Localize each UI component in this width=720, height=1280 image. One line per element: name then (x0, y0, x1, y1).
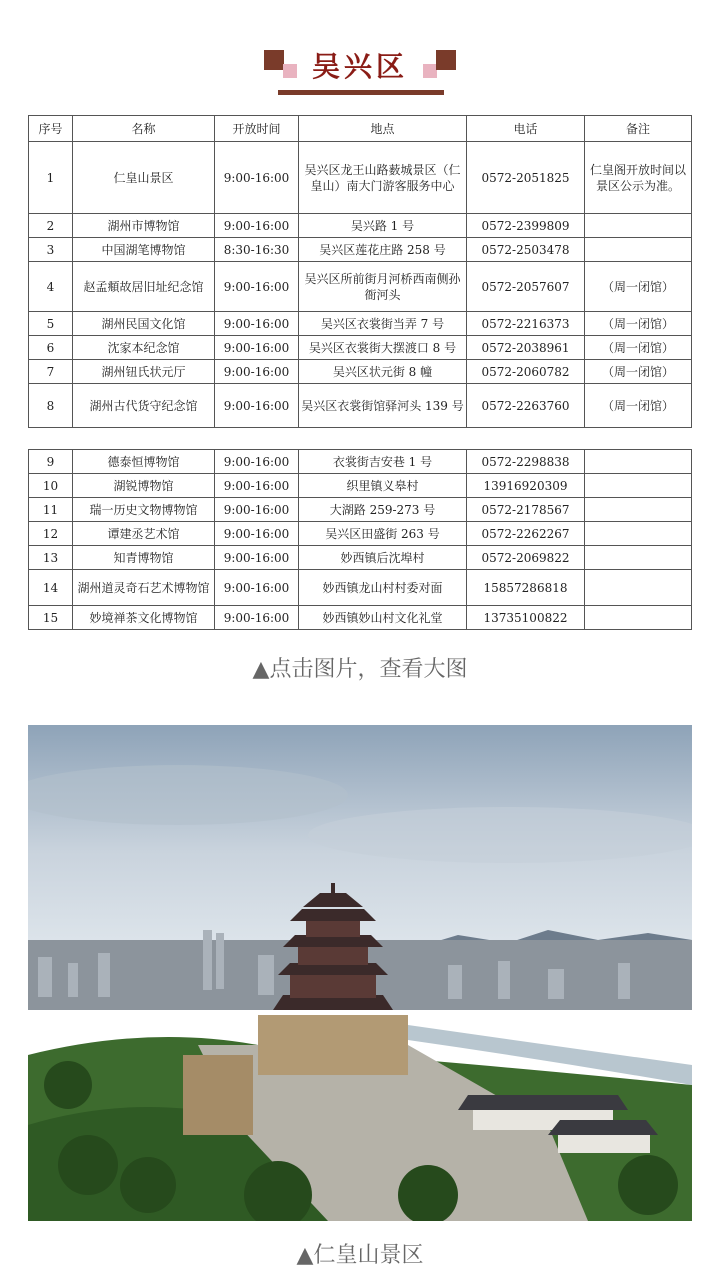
opening-hours: 9:00-16:00 (215, 360, 299, 384)
table-row (29, 570, 692, 606)
venue-phone: 0572-2262267 (467, 522, 585, 546)
opening-hours: 9:00-16:00 (215, 336, 299, 360)
venue-note (585, 450, 692, 474)
row-number: 8 (29, 384, 73, 428)
section-title: 吴兴区 (311, 50, 408, 83)
opening-hours: 9:00-16:00 (215, 384, 299, 428)
venue-note: （周一闭馆） (585, 262, 692, 312)
venue-name: 仁皇山景区 (73, 142, 215, 214)
venue-note (585, 522, 692, 546)
venue-address: 吴兴路 1 号 (299, 214, 467, 238)
venue-phone: 0572-2263760 (467, 384, 585, 428)
venue-address: 吴兴区衣裳街馆驿河头 139 号 (299, 384, 467, 428)
venue-name: 沈家本纪念馆 (73, 336, 215, 360)
venue-note (585, 474, 692, 498)
photo-caption: ▲仁皇山景区 (296, 1243, 424, 1268)
venue-note: （周一闭馆） (585, 384, 692, 428)
venue-note (585, 238, 692, 262)
venue-table-part1 (28, 115, 692, 428)
venue-phone: 15857286818 (467, 570, 585, 606)
row-number: 5 (29, 312, 73, 336)
opening-hours: 9:00-16:00 (215, 522, 299, 546)
venue-name: 知青博物馆 (73, 546, 215, 570)
row-number: 12 (29, 522, 73, 546)
table-row (29, 360, 692, 384)
venue-note (585, 498, 692, 522)
venue-name: 湖锐博物馆 (73, 474, 215, 498)
row-number: 13 (29, 546, 73, 570)
venue-address: 吴兴区田盛街 263 号 (299, 522, 467, 546)
row-number: 2 (29, 214, 73, 238)
table-header-row (29, 116, 692, 142)
venue-phone: 13916920309 (467, 474, 585, 498)
venue-note (585, 214, 692, 238)
venue-name: 瑞一历史文物博物馆 (73, 498, 215, 522)
table-row (29, 474, 692, 498)
title-underline (278, 90, 444, 95)
table-row (29, 606, 692, 630)
opening-hours: 9:00-16:00 (215, 214, 299, 238)
venue-phone: 0572-2178567 (467, 498, 585, 522)
row-number: 6 (29, 336, 73, 360)
decor-square-dark (436, 50, 456, 70)
row-number: 7 (29, 360, 73, 384)
venue-note: （周一闭馆） (585, 360, 692, 384)
row-number: 9 (29, 450, 73, 474)
renhuang-mountain-photo[interactable] (28, 725, 692, 1221)
venue-name: 谭建丞艺术馆 (73, 522, 215, 546)
header-cell: 地点 (299, 116, 467, 142)
table-row (29, 498, 692, 522)
venue-note: （周一闭馆） (585, 336, 692, 360)
venue-name: 中国湖笔博物馆 (73, 238, 215, 262)
opening-hours: 9:00-16:00 (215, 606, 299, 630)
venue-phone: 0572-2503478 (467, 238, 585, 262)
table-row (29, 546, 692, 570)
venue-address: 大湖路 259-273 号 (299, 498, 467, 522)
table-row (29, 522, 692, 546)
table-row (29, 214, 692, 238)
table-row (29, 142, 692, 214)
venue-address: 妙西镇后沈埠村 (299, 546, 467, 570)
venue-phone: 0572-2060782 (467, 360, 585, 384)
header-cell: 开放时间 (215, 116, 299, 142)
venue-note (585, 570, 692, 606)
table-row (29, 450, 692, 474)
venue-name: 湖州道灵奇石艺术博物馆 (73, 570, 215, 606)
venue-address: 妙西镇龙山村村委对面 (299, 570, 467, 606)
header-cell: 名称 (73, 116, 215, 142)
venue-table-part2 (28, 449, 692, 630)
row-number: 11 (29, 498, 73, 522)
opening-hours: 9:00-16:00 (215, 498, 299, 522)
header-cell: 备注 (585, 116, 692, 142)
section-header (0, 0, 720, 110)
decor-square-dark (264, 50, 284, 70)
venue-note: （周一闭馆） (585, 312, 692, 336)
venue-name: 湖州民国文化馆 (73, 312, 215, 336)
venue-name: 湖州钮氏状元厅 (73, 360, 215, 384)
venue-name: 湖州古代货守纪念馆 (73, 384, 215, 428)
image-hint-caption: ▲点击图片，查看大图 (252, 657, 468, 682)
opening-hours: 9:00-16:00 (215, 474, 299, 498)
decor-square-pink (423, 64, 437, 78)
opening-hours: 9:00-16:00 (215, 546, 299, 570)
row-number: 1 (29, 142, 73, 214)
venue-address: 吴兴区龙王山路薮城景区（仁皇山）南大门游客服务中心 (299, 142, 467, 214)
row-number: 3 (29, 238, 73, 262)
row-number: 10 (29, 474, 73, 498)
row-number: 4 (29, 262, 73, 312)
venue-note (585, 606, 692, 630)
venue-name: 赵孟頫故居旧址纪念馆 (73, 262, 215, 312)
opening-hours: 8:30-16:30 (215, 238, 299, 262)
venue-address: 妙西镇妙山村文化礼堂 (299, 606, 467, 630)
table-row (29, 384, 692, 428)
venue-address: 吴兴区状元街 8 幢 (299, 360, 467, 384)
table-row (29, 262, 692, 312)
venue-address: 吴兴区衣裳街大摆渡口 8 号 (299, 336, 467, 360)
venue-phone: 0572-2298838 (467, 450, 585, 474)
opening-hours: 9:00-16:00 (215, 450, 299, 474)
row-number: 14 (29, 570, 73, 606)
venue-name: 妙境禅茶文化博物馆 (73, 606, 215, 630)
venue-phone: 0572-2216373 (467, 312, 585, 336)
opening-hours: 9:00-16:00 (215, 142, 299, 214)
venue-phone: 0572-2057607 (467, 262, 585, 312)
venue-note: 仁皇阁开放时间以景区公示为准。 (585, 142, 692, 214)
opening-hours: 9:00-16:00 (215, 312, 299, 336)
opening-hours: 9:00-16:00 (215, 570, 299, 606)
venue-phone: 13735100822 (467, 606, 585, 630)
venue-address: 吴兴区所前街月河桥西南侧孙衙河头 (299, 262, 467, 312)
header-cell: 序号 (29, 116, 73, 142)
table-row (29, 336, 692, 360)
table-row (29, 238, 692, 262)
row-number: 15 (29, 606, 73, 630)
venue-note (585, 546, 692, 570)
venue-address: 织里镇义皋村 (299, 474, 467, 498)
venue-name: 湖州市博物馆 (73, 214, 215, 238)
venue-phone: 0572-2038961 (467, 336, 585, 360)
venue-phone: 0572-2399809 (467, 214, 585, 238)
venue-phone: 0572-2051825 (467, 142, 585, 214)
table-row (29, 312, 692, 336)
venue-address: 衣裳街吉安巷 1 号 (299, 450, 467, 474)
opening-hours: 9:00-16:00 (215, 262, 299, 312)
photo-illustration (28, 725, 692, 1221)
venue-address: 吴兴区莲花庄路 258 号 (299, 238, 467, 262)
venue-name: 德泰恒博物馆 (73, 450, 215, 474)
venue-phone: 0572-2069822 (467, 546, 585, 570)
venue-address: 吴兴区衣裳街当弄 7 号 (299, 312, 467, 336)
header-cell: 电话 (467, 116, 585, 142)
